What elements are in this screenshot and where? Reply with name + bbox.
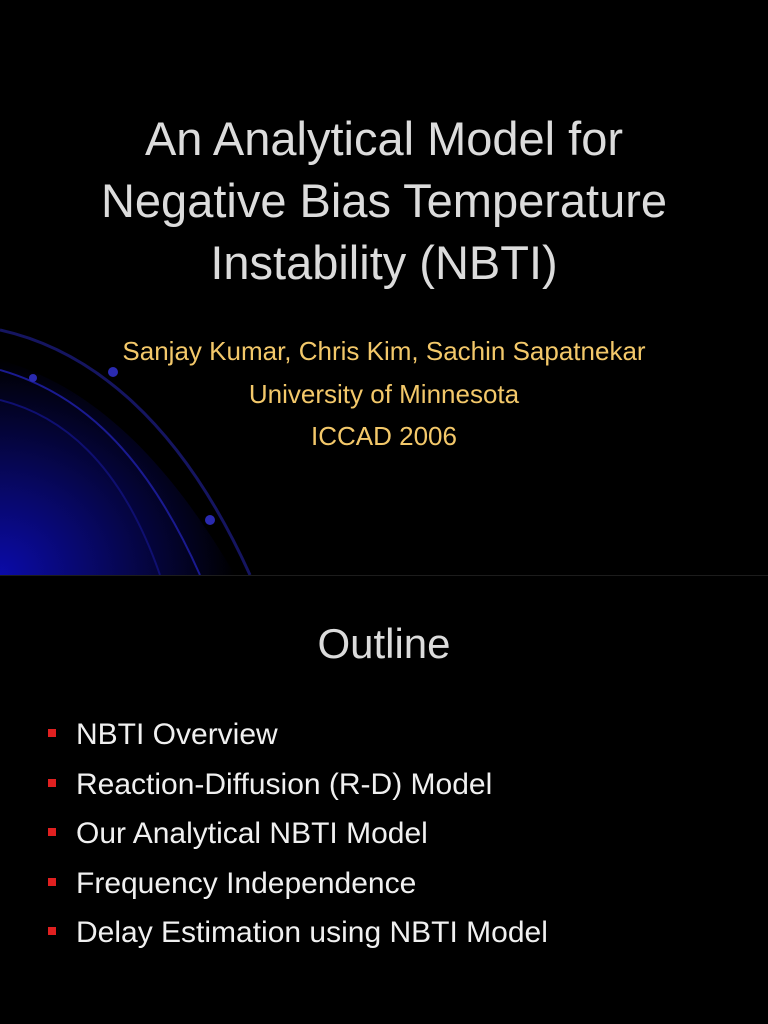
list-item-text: Frequency Independence	[76, 866, 417, 900]
list-item	[48, 710, 548, 760]
venue: ICCAD 2006	[311, 421, 457, 451]
list-item	[48, 859, 548, 909]
bullet-square-icon	[48, 927, 56, 935]
author-block	[0, 330, 768, 458]
list-item	[48, 809, 548, 859]
title-line: Instability (NBTI)	[210, 236, 558, 289]
list-item-text: Delay Estimation using NBTI Model	[76, 916, 548, 949]
title-line: An Analytical Model for	[144, 112, 624, 165]
author-names: Sanjay Kumar, Chris Kim, Sachin Sapatnekar	[122, 336, 646, 366]
list-item-text: Reaction-Diffusion (R-D) Model	[76, 767, 493, 801]
slide-title	[40, 108, 728, 294]
bullet-list	[48, 710, 548, 958]
list-item-text: Our Analytical NBTI Model	[76, 817, 428, 850]
affiliation: University of Minnesota	[248, 378, 520, 409]
bullet-square-icon	[48, 779, 56, 787]
bullet-square-icon	[48, 729, 56, 737]
list-item	[48, 760, 548, 810]
bullet-square-icon	[48, 878, 56, 886]
list-item-text: NBTI Overview	[76, 718, 278, 751]
slide-title: Outline	[317, 620, 451, 667]
title-line: Negative Bias Temperature	[100, 174, 668, 227]
list-item	[48, 908, 548, 958]
outline-slide	[0, 576, 768, 1024]
bullet-square-icon	[48, 828, 56, 836]
